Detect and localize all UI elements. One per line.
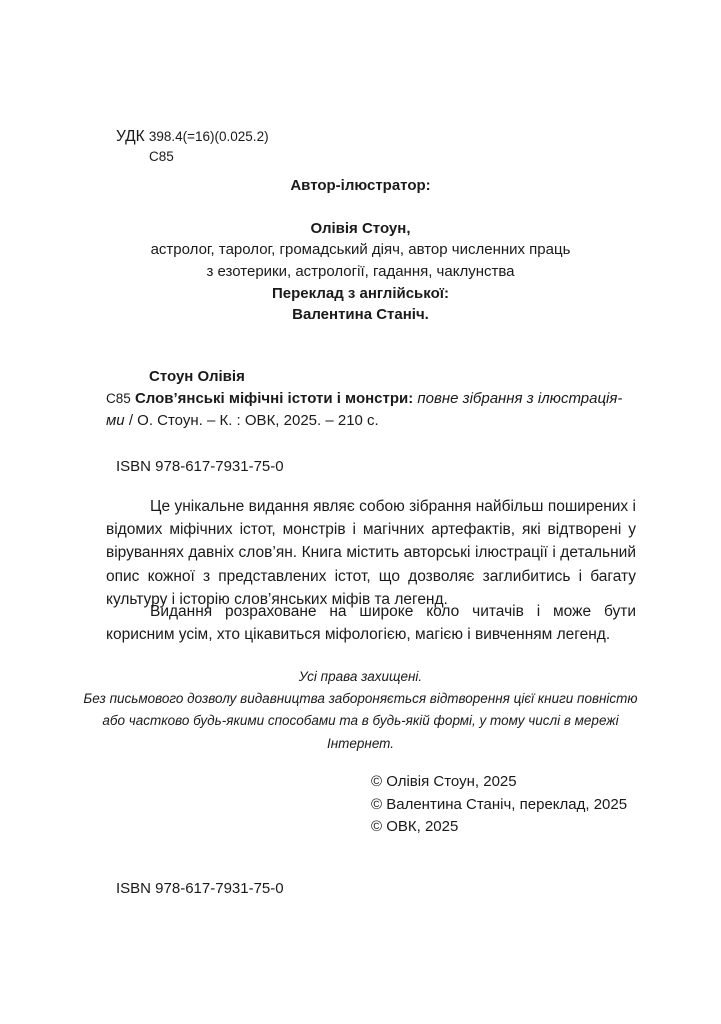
description-text-1: Це унікальне видання являє собою зібрання найбільш поширених і відомих міфічних істот, монстрів і магічних артефактів, які відтворені у віруваннях давніх слов’ян. Книга містить авторські ілюстрації і детальний опис кожної з представлених істот, що дозволяє заглибитись і багату культуру і історію слов’янських міфів та легенд. — [106, 498, 636, 608]
rights-block — [0, 666, 721, 755]
copyright-line-3: © ОВК, 2025 — [371, 818, 459, 836]
copyright-line-1: © Олівія Стоун, 2025 — [371, 773, 517, 790]
description-text-2: Видання розраховане на широке коло читачів і може бути корисним усім, хто цікавиться міфологією, магією і вивченням легенд. — [106, 603, 636, 644]
description-paragraph-2 — [106, 600, 636, 646]
bib-subtitle-1: повне зібрання з ілюстрація- — [417, 390, 623, 407]
copyright-line-2: © Валентина Станіч, переклад, 2025 — [371, 795, 628, 813]
author-mark: С85 — [149, 149, 174, 164]
udk-code: 398.4(=16)(0.025.2) — [148, 129, 269, 144]
author-heading: Автор-ілюстратор: — [290, 177, 431, 194]
translation-heading: Переклад з англійської: — [272, 285, 449, 302]
rights-line-3: або частково будь-якими способами та в будь-якій формі, у тому числі в мережі — [102, 713, 619, 729]
rights-line-4: Інтернет. — [326, 735, 395, 751]
author-description-2: з езотерики, астрології, гадання, чаклунства — [206, 263, 515, 280]
rights-line-1: Усі права захищені. — [298, 669, 423, 684]
udk-line — [116, 128, 269, 146]
author-name: Олівія Стоун, — [310, 220, 411, 237]
description-paragraph-1 — [106, 495, 636, 611]
isbn-top: ISBN 978-617-7931-75-0 — [116, 458, 284, 475]
copyright-block — [371, 771, 627, 839]
rights-line-2: Без письмового дозволу видавництва забороняється відтворення цієї книги повністю — [83, 691, 638, 707]
bib-imprint: / О. Стоун. – К. : ОВК, 2025. – 210 с. — [128, 412, 379, 429]
author-description-1: астролог, таролог, громадський діяч, автор численних праць — [150, 241, 571, 258]
bib-second-line — [106, 412, 636, 429]
bib-author: Стоун Олівія — [149, 368, 245, 385]
translator-name: Валентина Станіч. — [292, 306, 429, 323]
bib-subtitle-2: ми — [106, 412, 125, 429]
bib-title: Слов’янські міфічні істоти і монстри: — [134, 390, 414, 407]
udk-label: УДК — [116, 128, 145, 145]
bib-mark: С85 — [106, 391, 131, 406]
bib-title-line — [106, 390, 636, 407]
isbn-bottom: ISBN 978-617-7931-75-0 — [116, 880, 284, 897]
